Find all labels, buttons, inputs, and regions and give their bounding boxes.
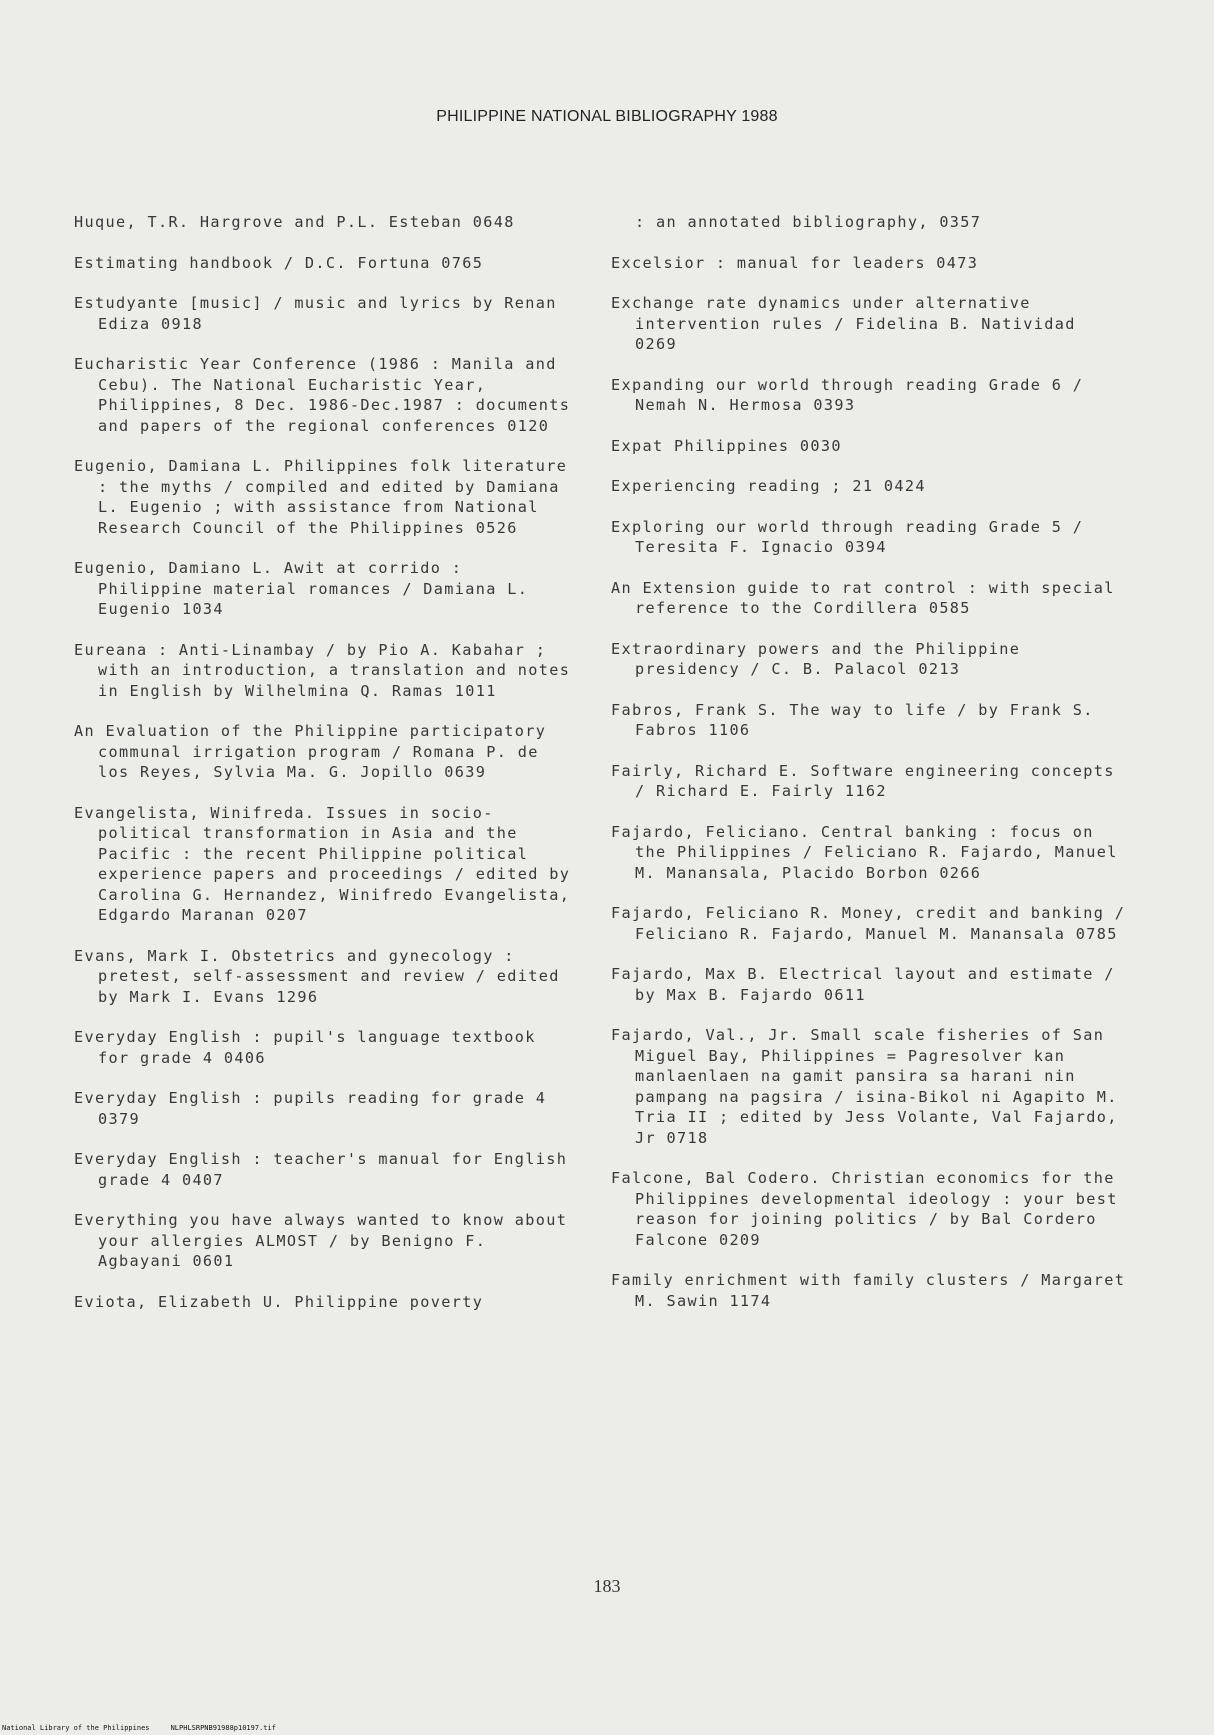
bibliography-entry: Extraordinary powers and the Philippine presidency / C. B. Palacol 0213 (611, 639, 1021, 678)
bibliography-entry: Eureana : Anti-Linambay / by Pio A. Kabahar ; with an introduction, a translation and notes in English by Wilhelmina Q. Ramas 1011 (74, 640, 571, 700)
bibliography-entry: Huque, T.R. Hargrove and P.L. Esteban 0648 (74, 213, 515, 231)
bibliography-entry: Evans, Mark I. Obstetrics and gynecology : pretest, self-assessment and review / edited by Mark I. Evans 1296 (74, 946, 560, 1006)
bibliography-entry: Falcone, Bal Codero. Christian economics for the Philippines developmental ideology : your best reason for joining politics / by Bal Cordero Falcone 0209 (611, 1169, 1118, 1249)
bibliography-entry: Fabros, Frank S. The way to life / by Frank S. Fabros 1106 (611, 700, 1094, 739)
bibliography-entry: Estudyante [music] / music and lyrics by Renan Ediza 0918 (74, 294, 557, 333)
bibliography-entry: Fajardo, Feliciano. Central banking : focus on the Philippines / Feliciano R. Fajardo, Manuel M. Manansala, Placido Borbon 0266 (611, 822, 1118, 882)
bibliography-entry: Eugenio, Damiana L. Philippines folk literature : the myths / compiled and edited by Damiana L. Eugenio ; with assistance from National Research Council of the Philippines 0526 (74, 457, 568, 537)
bibliography-entry: Everyday English : pupil's language textbook for grade 4 0406 (74, 1028, 536, 1067)
bibliography-entry: Eucharistic Year Conference (1986 : Manila and Cebu). The National Eucharistic Year, Philippines, 8 Dec. 1986-Dec.1987 : documents and papers of the regional conferences 0120 (74, 355, 571, 435)
bibliography-entry: Experiencing reading ; 21 0424 (611, 477, 926, 495)
bibliography-entry: Everyday English : teacher's manual for English grade 4 0407 (74, 1150, 568, 1189)
scan-source-stamp: National Library of the Philippines NLPHLSRPNB91988p10197.tif (2, 1724, 276, 1732)
bibliography-right-column (611, 212, 1126, 1331)
bibliography-entry: Evangelista, Winifreda. Issues in socio-political transformation in Asia and the Pacific : the recent Philippine political experience papers and proceedings / edited by Carolina G. Hernandez, Winifredo Evangelista, Edgardo Maranan 0207 (74, 803, 571, 924)
bibliography-entry: Exploring our world through reading Grade 5 / Teresita F. Ignacio 0394 (611, 517, 1084, 556)
bibliography-entry: Excelsior : manual for leaders 0473 (611, 253, 979, 272)
bibliography-entry: Everything you have always wanted to know about your allergies ALMOST / by Benigno F. Agbayani 0601 (74, 1211, 568, 1270)
bibliography-entry: Exchange rate dynamics under alternative intervention rules / Fidelina B. Natividad 0269 (611, 294, 1076, 353)
bibliography-entry: Fajardo, Max B. Electrical layout and estimate / by Max B. Fajardo 0611 (611, 965, 1115, 1004)
bibliography-entry: Fairly, Richard E. Software engineering concepts / Richard E. Fairly 1162 (611, 761, 1115, 800)
bibliography-entry: An Extension guide to rat control : with special reference to the Cordillera 0585 (611, 578, 1115, 617)
bibliography-entry: Everyday English : pupils reading for grade 4 0379 (74, 1089, 547, 1128)
bibliography-entry-continued: : an annotated bibliography, 0357 (635, 213, 982, 231)
bibliography-entry: Fajardo, Val., Jr. Small scale fisheries of San Miguel Bay, Philippines = Pagresolver kan manlaenlaen na gamit pansira sa harani nin pampang na pagsira / isina-Bikol ni Agapito M. Tria II ; edited by Jess Volante, Val Fajardo, Jr 0718 (611, 1026, 1118, 1147)
bibliography-entry: Family enrichment with family clusters / Margaret M. Sawin 1174 (611, 1271, 1126, 1310)
bibliography-entry: Expat Philippines 0030 (611, 436, 842, 455)
bibliography-entry: Fajardo, Feliciano R. Money, credit and banking / Feliciano R. Fajardo, Manuel M. Manansala 0785 (611, 904, 1126, 943)
bibliography-left-column (74, 212, 574, 1332)
page-title: PHILIPPINE NATIONAL BIBLIOGRAPHY 1988 (436, 108, 778, 125)
bibliography-entry: An Evaluation of the Philippine participatory communal irrigation program / Romana P. de los Reyes, Sylvia Ma. G. Jopillo 0639 (74, 722, 547, 781)
bibliography-entry: Expanding our world through reading Grade 6 / Nemah N. Hermosa 0393 (611, 375, 1084, 414)
page-number: 183 (593, 1576, 621, 1596)
bibliography-entry: Eugenio, Damiano L. Awit at corrido : Philippine material romances / Damiana L. Eugenio 1034 (74, 559, 529, 618)
bibliography-entry: Estimating handbook / D.C. Fortuna 0765 (74, 253, 484, 272)
bibliography-entry: Eviota, Elizabeth U. Philippine poverty (74, 1292, 484, 1311)
